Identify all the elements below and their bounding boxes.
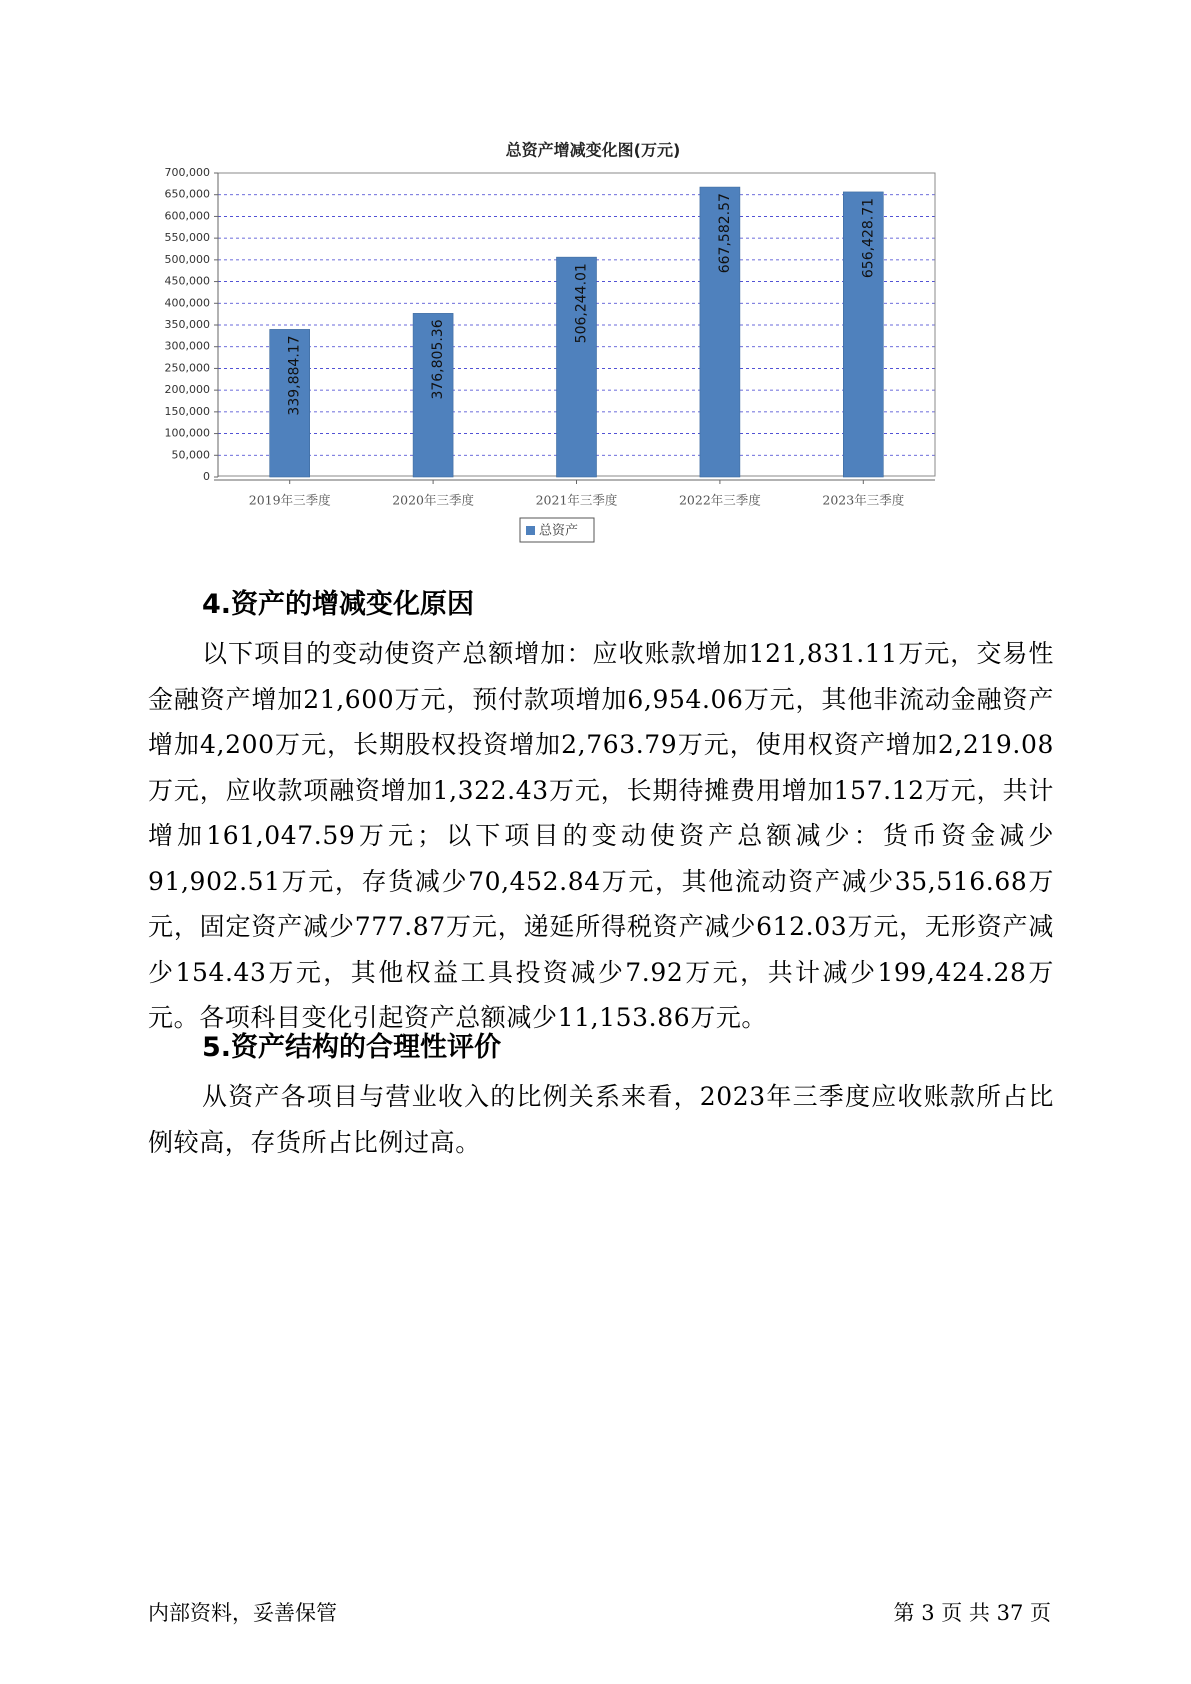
total-assets-chart bbox=[150, 140, 1030, 590]
y-tick-label: 50,000 bbox=[171, 448, 210, 462]
chart-title: 总资产增减变化图(万元) bbox=[505, 140, 681, 160]
section-body-asset-change-reason: 以下项目的变动使资产总额增加：应收账款增加121,831.11万元，交易性金融资产增加21,600万元，预付款项增加6,954.06万元，其他非流动金融资产增加4,200万元，长期股权投资增加2,763.79万元，使用权资产增加2,219.08万元，应收款项融资增加1,322.43万元，长期待摊费用增加157.12万元，共计增加161,047.59万元；以下项目的变动使资产总额减少：货币资金减少91,902.51万元，存货减少70,452.84万元，其他流动资产减少35,516.68万元，固定资产减少777.87万元，递延所得税资产减少612.03万元，无形资产减少154.43万元，其他权益工具投资减少7.92万元，共计减少199,424.28万元。各项科目变化引起资产总额减少11,153.86万元。 bbox=[148, 639, 1054, 1032]
bar-data-label: 339,884.17 bbox=[286, 335, 303, 416]
y-tick-label: 350,000 bbox=[164, 318, 210, 331]
x-tick-label: 2021年三季度 bbox=[535, 492, 618, 508]
section-heading-asset-structure-evaluation: 5.资产结构的合理性评价 bbox=[202, 1032, 502, 1063]
x-tick-label: 2022年三季度 bbox=[678, 492, 761, 508]
legend-swatch bbox=[526, 526, 535, 535]
y-tick-label: 0 bbox=[203, 470, 210, 483]
section-heading-asset-change-reason: 4.资产的增减变化原因 bbox=[202, 589, 475, 620]
y-tick-label: 450,000 bbox=[164, 274, 210, 288]
chart-legend bbox=[520, 518, 594, 542]
bar-data-label: 656,428.71 bbox=[860, 197, 877, 279]
y-tick-label: 650,000 bbox=[164, 187, 210, 201]
y-tick-label: 500,000 bbox=[164, 252, 210, 266]
chart-bars bbox=[270, 187, 884, 477]
x-tick-label: 2023年三季度 bbox=[822, 492, 905, 508]
legend-label: 总资产 bbox=[539, 523, 579, 539]
bar-data-label: 667,582.57 bbox=[716, 193, 733, 274]
bar-data-label: 376,805.36 bbox=[430, 319, 447, 400]
y-tick-label: 700,000 bbox=[164, 166, 210, 179]
x-axis-ticks bbox=[249, 493, 905, 508]
x-tick-label: 2020年三季度 bbox=[392, 492, 475, 508]
y-tick-label: 250,000 bbox=[164, 361, 210, 375]
footer-confidential-note: 内部资料，妥善保管 bbox=[148, 1601, 337, 1625]
y-tick-label: 150,000 bbox=[164, 404, 210, 418]
y-tick-label: 550,000 bbox=[164, 231, 210, 245]
footer-page-number: 第 3 页 共 37 页 bbox=[893, 1601, 1051, 1625]
y-tick-label: 300,000 bbox=[164, 339, 210, 353]
y-tick-label: 200,000 bbox=[164, 383, 210, 397]
chart-svg bbox=[150, 140, 1030, 590]
bar-data-label: 506,244.01 bbox=[573, 263, 590, 344]
x-tick-label: 2019年三季度 bbox=[248, 492, 331, 508]
y-axis-ticks bbox=[165, 166, 211, 483]
y-tick-label: 400,000 bbox=[164, 296, 210, 310]
y-tick-label: 100,000 bbox=[164, 426, 210, 440]
y-tick-label: 600,000 bbox=[164, 209, 210, 223]
section-body-asset-structure-evaluation: 从资产各项目与营业收入的比例关系来看，2023年三季度应收账款所占比例较高，存货所占比例过高。 bbox=[148, 1082, 1054, 1157]
